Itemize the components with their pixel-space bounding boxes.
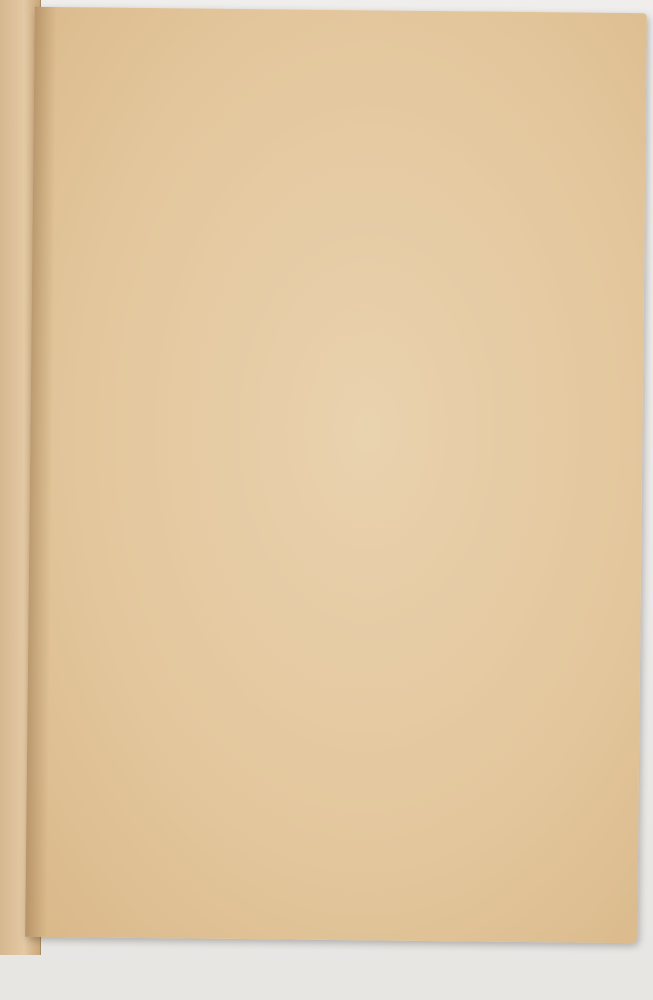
footnote-1	[112, 237, 532, 241]
letter-addressee	[112, 237, 532, 241]
letter-heading	[112, 237, 532, 241]
book-page	[25, 7, 647, 943]
footnote-2	[112, 237, 532, 241]
paragraph-1	[112, 237, 532, 241]
article-author	[113, 227, 533, 231]
paragraph-2	[112, 237, 532, 241]
article-content	[112, 223, 532, 242]
article-title	[113, 223, 533, 227]
latin-letter-text	[112, 237, 532, 241]
footnotes	[112, 237, 532, 241]
